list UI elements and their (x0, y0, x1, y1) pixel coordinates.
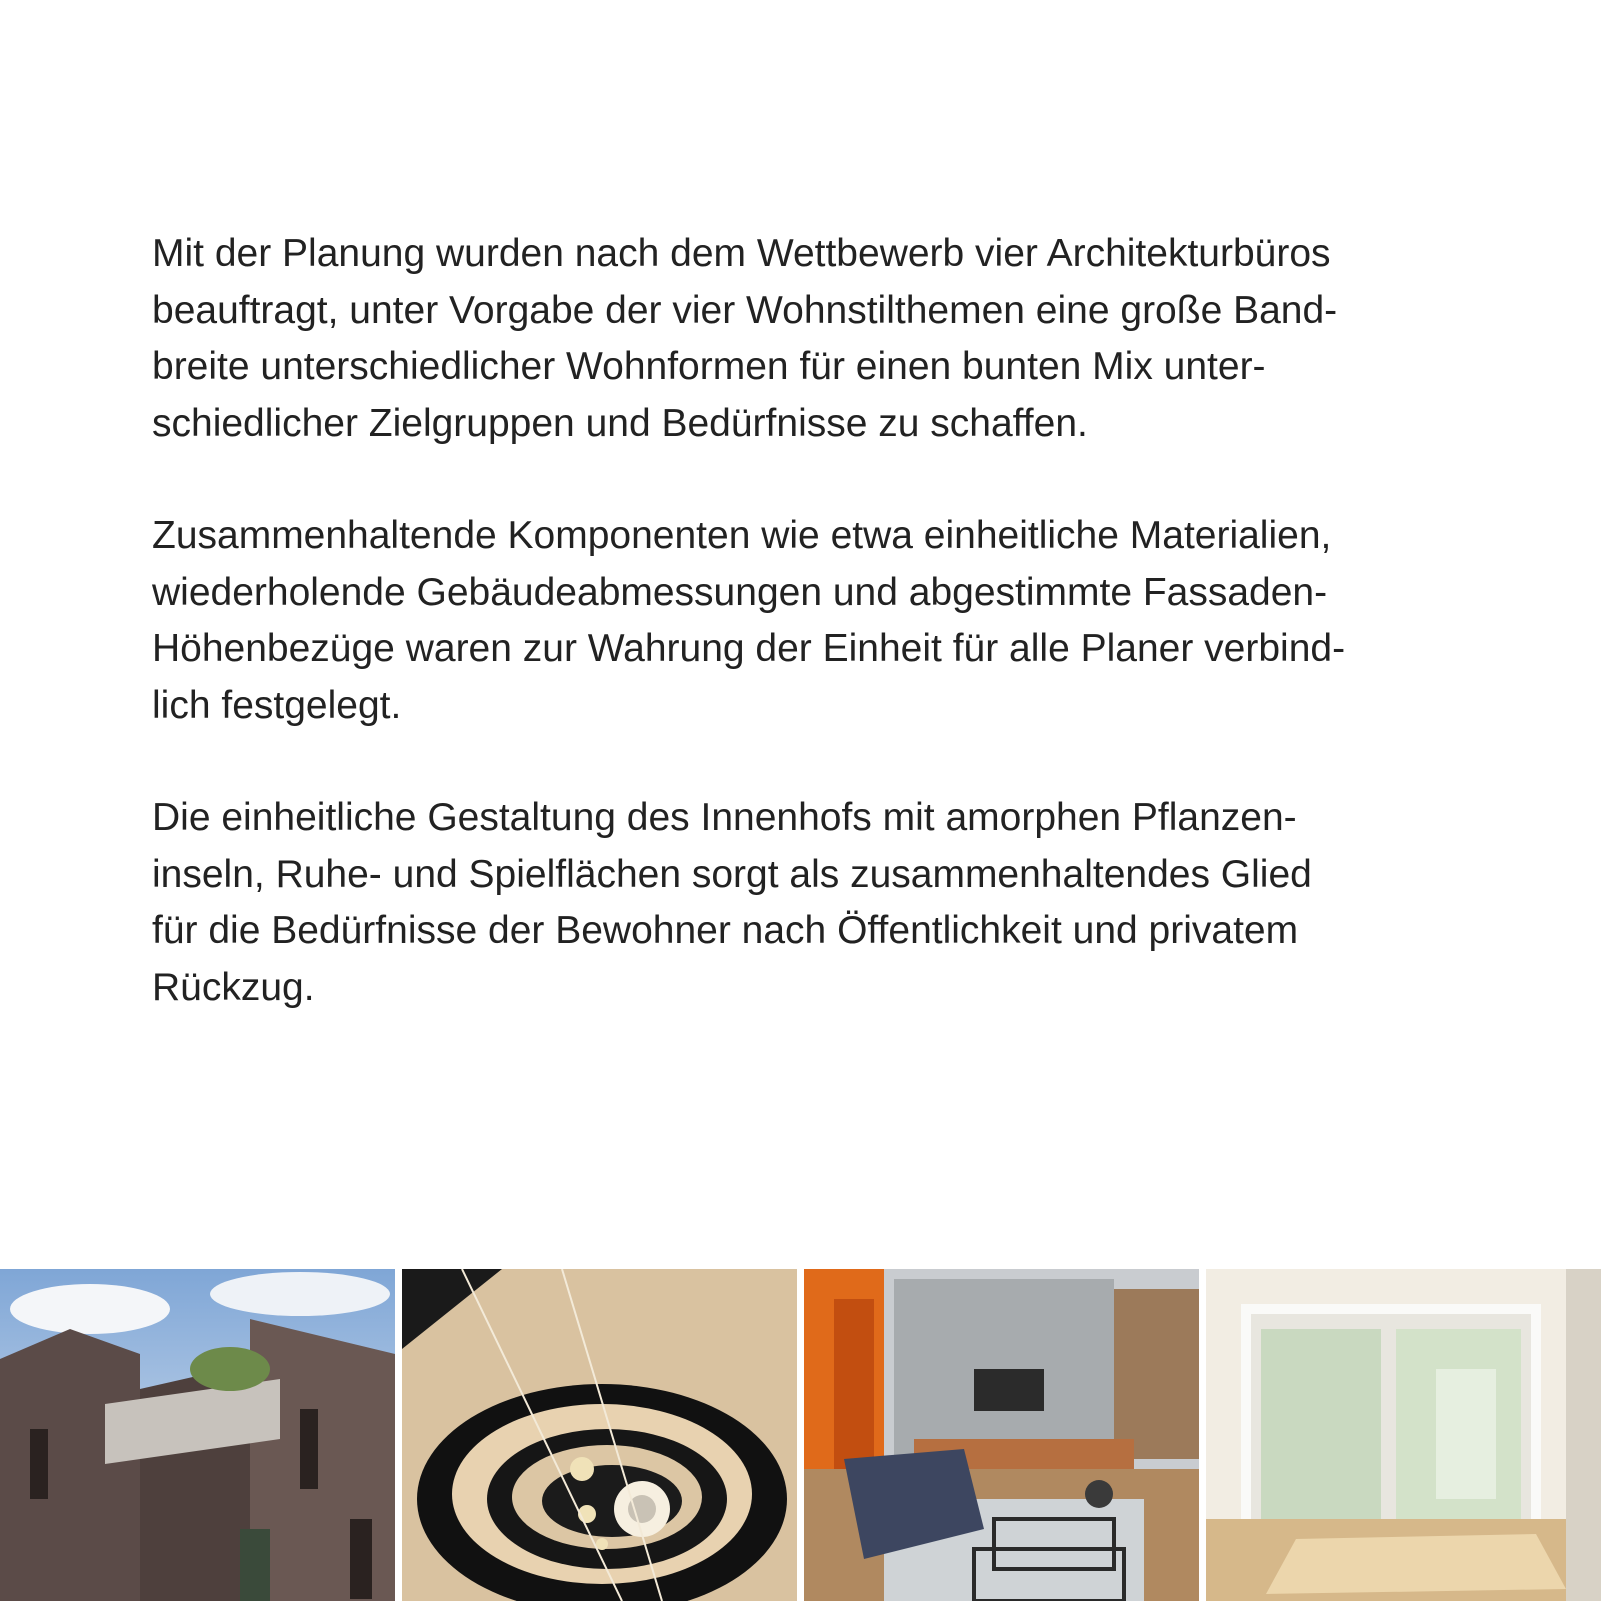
text-line: schiedlicher Zielgruppen und Bedürfnisse zu schaffen. (152, 401, 1088, 445)
text-line: Rückzug. (152, 965, 315, 1009)
glass-door-room-photo (1206, 1269, 1601, 1601)
text-line: breite unterschiedlicher Wohnformen für einen bunten Mix unter- (152, 345, 1266, 388)
paragraph-2 (152, 508, 1452, 734)
text-line: Die einheitliche Gestaltung des Innenhofs mit amorphen Pflanzen- (152, 796, 1297, 839)
living-room-interior-photo (804, 1269, 1199, 1601)
brick-building-facade-photo (0, 1269, 395, 1601)
paragraph-3 (152, 790, 1452, 1016)
text-line: Zusammenhaltende Komponenten wie etwa einheitliche Materialien, (152, 514, 1332, 557)
text-line: Mit der Planung wurden nach dem Wettbewerb vier Architekturbüros (152, 232, 1331, 275)
text-line: inseln, Ruhe- und Spielflächen sorgt als zusammenhaltendes Glied (152, 852, 1312, 896)
text-line: wiederholende Gebäudeabmessungen und abgestimmte Fassaden- (152, 570, 1328, 614)
text-line: Höhenbezüge waren zur Wahrung der Einheit für alle Planer verbind- (152, 627, 1346, 670)
paragraph-1 (152, 226, 1452, 452)
text-line: beauftragt, unter Vorgabe der vier Wohnstilthemen eine große Band- (152, 288, 1338, 332)
text-line: für die Bedürfnisse der Bewohner nach Öffentlichkeit und privatem (152, 909, 1299, 952)
text-line: lich festgelegt. (152, 683, 402, 727)
spiral-staircase-photo (402, 1269, 797, 1601)
body-text (152, 226, 1452, 1072)
photo-strip (0, 1269, 1601, 1601)
